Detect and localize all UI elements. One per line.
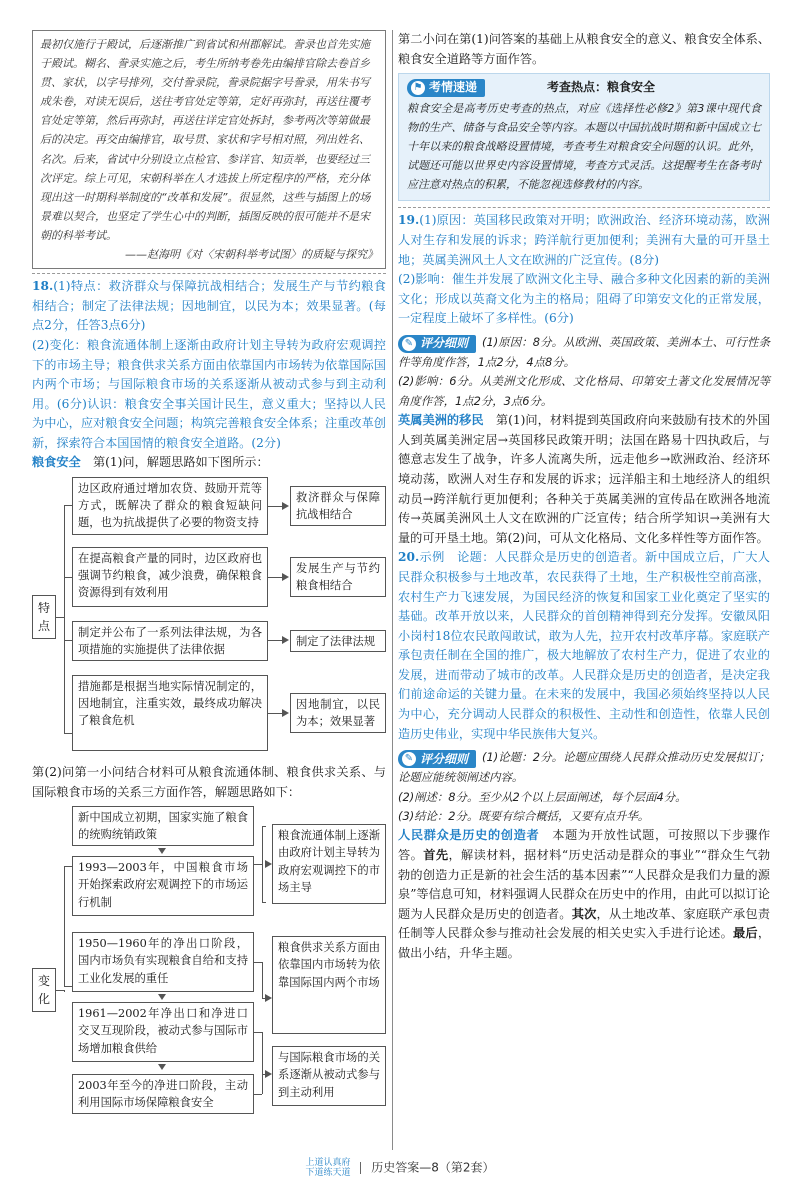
quote-text: 最初仅施行于殿试，后逐渐推广到省试和州郡解试。誊录也首先实施于殿试。糊名、誊录实施之后，考生所纳考卷先由编排官除去卷首乡贯、家状，以字号排列，交付誊录院，誊录院据字号誊录，用朱书写成朱卷，对读无误后，送往考官处定等第，定好再弥封，再送往覆考官处定等第，然后再弥封，再送往详定官处拆封，参考两次等第做最后的决定。再交由编排官，取号贯、家状和字号相对照，列出姓名、名次。后来，省试中分别设立点检官、参详官、知贡举，也要经过三次评定。综上可见，宋朝科举在人才选拔上所定程序的严格，充分体现出这一时期科举制度的“改革和发展”。很显然，这些与插图上的场景难以契合，也坚定了学生心中的判断，插图反映的很可能并不是宋朝的科举考试。 [40,38,371,242]
flow2-source-1: 新中国成立初期，国家实施了粮食的统购统销政策 [72,806,254,846]
pen-icon: ✎ [402,752,416,766]
flow-label-bianhua: 变化 [32,968,56,1012]
left-column [32,30,386,1148]
flow2-change-3: 与国际粮食市场的关系逐渐从被动式参与到主动利用 [272,1046,386,1106]
flow2-source-4: 1961—2002年净出口和净进口交叉互现阶段，被动式参与国际市场增加粮食供给 [72,1002,254,1062]
pingfen-box-2 [398,748,770,826]
flow2-source-2: 1993—2003年，中国粮食市场开始探索政府宏观调控下的市场运行机制 [72,856,254,916]
flow1-point-1: 救济群众与保障抗战相结合 [290,486,386,526]
q20-number: 20. [398,550,420,565]
flow1-source-2: 在提高粮食产量的同时，边区政府也强调节约粮食，减少浪费，确保粮食资源得到有效利用 [72,547,268,607]
pingfen-tag-1: ✎ 评分细则 [398,335,476,353]
q19-answer-2: (2)影响：催生并发展了欧洲文化主导、融合多种文化因素的新的美洲文化；形成以英裔文化为主的格局；阻碍了印第安文化的正常发展，一定程度上破坏了多样性。(6分) [398,272,770,326]
pen-icon: ✎ [402,337,416,351]
pingfen2-item-1: (1)论题：2分。论题应围绕人民群众推动历史发展拟订；论题应能统领阐述内容。 [398,750,770,785]
section-heading: 人民群众是历史的创造者 [398,828,540,843]
kaoqing-box [398,73,770,201]
section-liangshi-q2-cont: 第二小问在第(1)问答案的基础上从粮食安全的意义、粮食安全体系、粮食安全道路等方面作答。 [398,32,770,66]
q18-answer-1: 18.(1)特点：救济群众与保障抗战相结合；发展生产与节约粮食相结合；制定了法律法规；因地制宜，以民为本；效果显著。(每点2分，任答3点6分) [32,279,386,333]
flow1-point-4: 因地制宜，以民为本；效果显著 [290,693,386,733]
divider [32,273,386,274]
quote-box [32,30,386,269]
kaoqing-tag: ⚑ 考情速递 [407,79,485,97]
flow2-source-3: 1950—1960年的净出口阶段，国内市场负有实现粮食自给和支持工业化发展的重任 [72,932,254,992]
flowchart-bianhua [32,806,386,1142]
q18-answer-2: (2)变化：粮食流通体制上逐渐由政府计划主导转为政府宏观调控下的市场主导；粮食供求关系方面由依靠国内市场转为依靠国际国内两个市场；与国际粮食市场的关系逐渐从被动式参与到主动利用。(6分)认识：粮食安全事关国计民生，意义重大；坚持以人民为中心，应对粮食安全问题；构筑完善粮食安全体系；注重改革创新，探索符合本国国情的粮食安全道路。(2分) [32,337,386,450]
section-liangshi: 粮食安全 第(1)问，解题思路如下图所示： [32,455,269,470]
brand-logo: 上道认真府 下道练天道 [305,1158,351,1178]
pingfen2-item-3: (3)结论：2分。既要有综合概括，又要有点升华。 [398,809,650,824]
section-liangshi-q2: 第(2)问第一小问结合材料可从粮食流通体制、粮食供求关系、与国际粮食市场的关系三方面作答，解题思路如下： [32,765,386,799]
flow1-source-4: 措施都是根据当地实际情况制定的，因地制宜，注重实效，最终成功解决了粮食危机 [72,675,268,751]
flowchart-tedian [32,477,386,757]
section-heading: 英属美洲的移民 [398,413,484,428]
flow1-point-2: 发展生产与节约粮食相结合 [290,557,386,597]
flow2-source-5: 2003年至今的净进口阶段，主动利用国际市场保障粮食安全 [72,1074,254,1114]
pingfen-box-1 [398,333,770,411]
flow1-source-3: 制定并公布了一系列法律法规，为各项措施的实施提供了法律依据 [72,621,268,661]
section-heading: 粮食安全 [32,455,81,470]
flag-icon: ⚑ [411,81,425,95]
pingfen2-item-2: (2)阐述：8分。至少从2个以上层面阐述，每个层面4分。 [398,789,687,804]
pingfen1-item-2: (2)影响：6分。从美洲文化形成、文化格局、印第安土著文化发展情况等角度作答，1点2分，3点6分。 [398,374,770,408]
q20-answer: 20.示例 论题：人民群众是历史的创造者。新中国成立后，广大人民群众积极参与土地改革，农民获得了土地，生产积极性空前高涨，农村生产力飞速发展，为国民经济的恢复和国家工业化奠定了坚实的基础。改革开放以来，人民群众的首创精神得到充分发挥。安徽凤阳小岗村18位农民敢闯敢试，敢为人先，拉开农村改革序幕。家庭联产承包责任制在全国的推广，极大地解放了农村生产力，促进了农业的发展，进而带动了城市的改革。人民群众是历史的创造者，是决定我们前途命运的关键力量。在未来的发展中，我国必须始终坚持以人民为中心，充分调动人民群众的积极性、主动性和创造性，依靠人民创造历史伟业，实现中华民族伟大复兴。 [398,550,770,741]
column-divider [392,30,393,1150]
flow2-change-1: 粮食流通体制上逐渐由政府计划主导转为政府宏观调控下的市场主导 [272,824,386,904]
page-number: 历史答案—8（第2套） [371,1160,495,1175]
section-renmin: 人民群众是历史的创造者 本题为开放性试题，可按照以下步骤作答。首先，解读材料，据材料“历史活动是群众的事业”“群众生气勃勃的创造力正是新的社会生活的基本因素”“人民群众是我们力量的源泉”等信息可知，材料强调人民群众在历史中的作用，由此可以拟订论题为人民群众是历史的创造者。其次，从土地改革、家庭联产承包责任制等人民群众参与推动社会发展的相关史实入手进行论述。最后，做出小结，升华主题。 [398,828,771,961]
divider [398,207,770,208]
q18-number: 18. [32,279,54,294]
flow2-change-2: 粮食供求关系方面由依靠国内市场转为依靠国际国内两个市场 [272,936,386,1034]
flow-label-tedian: 特点 [32,595,56,639]
pingfen-tag-2: ✎ 评分细则 [398,750,476,768]
footer-divider [360,1162,361,1174]
q19-number: 19. [398,213,420,228]
q19-answer-1: 19.(1)原因：英国移民政策对开明；欧洲政治、经济环境动荡，欧洲人对生存和发展的诉求；跨洋航行更加便利；美洲有大量的可开垦土地；英属美洲风土人文在欧洲的广泛宣传。(8分) [398,213,770,267]
quote-source: ——赵海明《对〈宋朝科举考试图〉的质疑与探究》 [125,248,378,262]
section-yimin: 英属美洲的移民 第(1)问，材料提到英国政府向来鼓励有技术的外国人到英属美洲定居→英国移民政策开明；法国在路易十四执政后，与德意志发生了战争，许多人流离失所，远走他乡→欧洲政治、经济环境动荡，欧洲人对生存和发展的诉求；远洋船主和土地经济人的组织动员→跨洋航行更加便利；各种关于英属美洲的宣传品在欧洲各地流传→英属美洲风土人文在欧洲的广泛宣传；结合所学知识→美洲有大量的可开垦土地。第(2)问，可从文化格局、文化多样性等方面作答。 [398,413,771,545]
right-column [398,30,770,964]
flow1-point-3: 制定了法律法规 [290,630,386,652]
pingfen1-item-1: (1)原因：8分。从欧洲、英国政策、美洲本土、可行性条件等角度作答，1点2分，4点8分。 [398,334,770,369]
kaoqing-text: 粮食安全是高考历史考查的热点，对应《选择性必修2》第3课中现代食物的生产、储备与食品安全等内容。本题以中国抗战时期和新中国成立七十年以来的粮食战略设置情境，考查考生对粮食安全问题的认识。此外，试题还可能以世界史内容设置情境，考查方式灵活。这提醒考生在备考时应注意对热点的积累，不能忽视选修教材的内容。 [407,102,761,192]
kaoqing-heading: 考查热点：粮食安全 [547,80,656,95]
flow1-source-1: 边区政府通过增加农贷、鼓励开荒等方式，既解决了群众的粮食短缺问题，也为抗战提供了必要的物资支持 [72,477,268,535]
page-footer [0,1158,800,1178]
